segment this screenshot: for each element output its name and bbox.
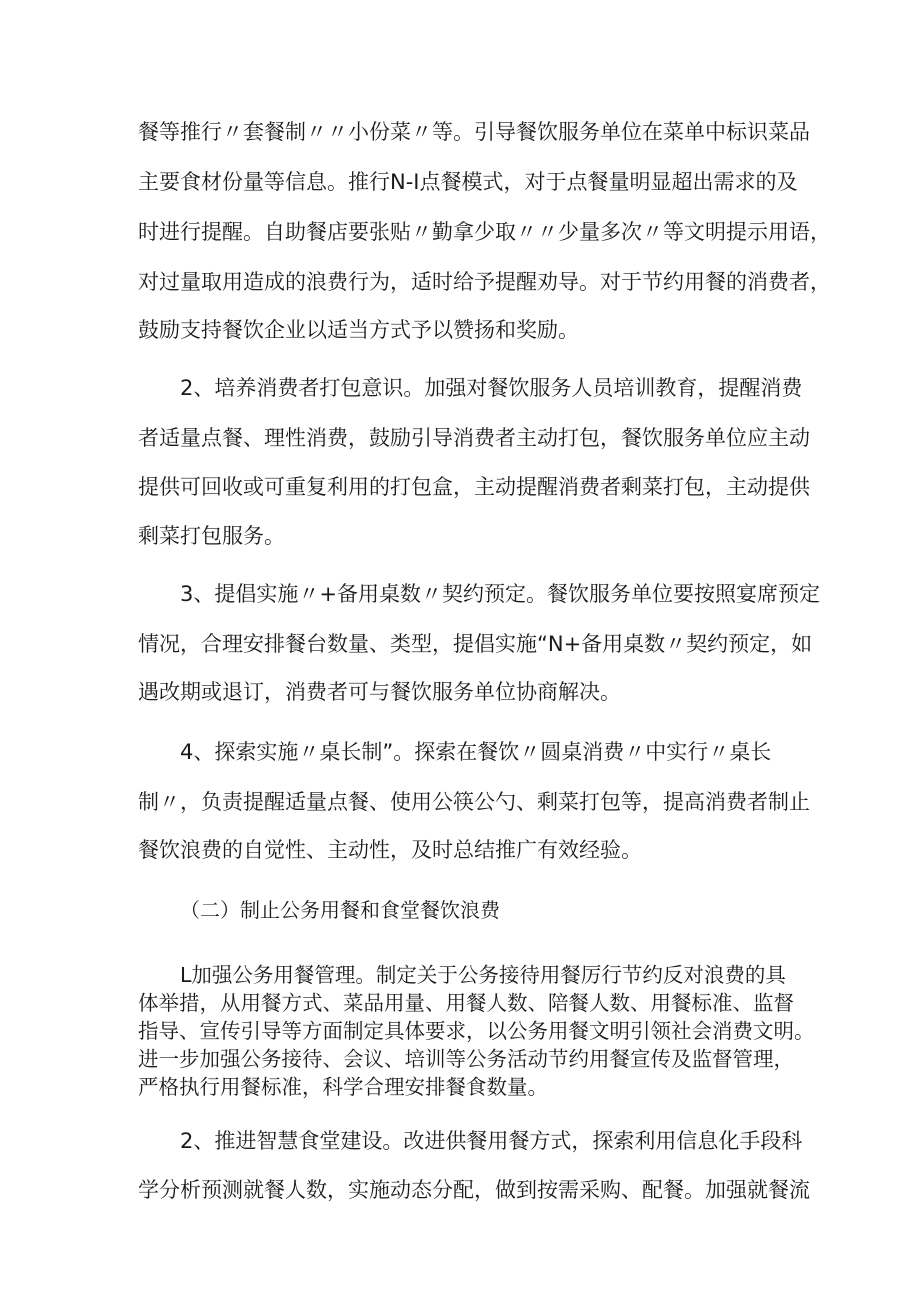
paragraph-line: 进一步加强公务接待、会议、培训等公务活动节约用餐宣传及监督管理， [138, 1047, 794, 1071]
paragraph-line: 指导、宣传引导等方面制定具体要求，以公务用餐文明引领社会消费文明。 [138, 1019, 815, 1043]
paragraph-line: 制〃，负责提醒适量点餐、使用公筷公勺、剩菜打包等，提高消费者制止 [138, 790, 810, 814]
paragraph-line: 3、提倡实施〃+备用桌数〃契约预定。餐饮服务单位要按照宴席预定 [180, 582, 820, 606]
paragraph-line: 严格执行用餐标准，科学合理安排餐食数量。 [138, 1075, 548, 1099]
paragraph-line: 主要食材份量等信息。推行N-I点餐模式，对于点餐量明显超出需求的及 [138, 170, 798, 194]
paragraph-line: 4、探索实施〃桌长制”。探索在餐饮〃圆桌消费〃中实行〃桌长 [180, 740, 772, 764]
paragraph-line: 提供可回收或可重复利用的打包盒，主动提醒消费者剩菜打包，主动提供 [138, 475, 810, 499]
paragraph-line: 餐饮浪费的自觉性、主动性，及时总结推广有效经验。 [138, 838, 642, 862]
paragraph-line: 2、推进智慧食堂建设。改进供餐用餐方式，探索利用信息化手段科 [180, 1129, 803, 1153]
paragraph-line: 餐等推行〃套餐制〃〃小份菜〃等。引导餐饮服务单位在菜单中标识菜品 [138, 120, 810, 144]
paragraph-line: 者适量点餐、理性消费，鼓励引导消费者主动打包，餐饮服务单位应主动 [138, 426, 810, 450]
paragraph-line: 遇改期或退订，消费者可与餐饮服务单位协商解决。 [138, 680, 621, 704]
section-heading: （二）制止公务用餐和食堂餐饮浪费 [180, 898, 500, 922]
paragraph-line: 时进行提醒。自助餐店要张贴〃勤拿少取〃〃少量多次〃等文明提示用语， [138, 220, 831, 244]
paragraph-line: 学分析预测就餐人数，实施动态分配，做到按需采购、配餐。加强就餐流 [138, 1178, 810, 1202]
paragraph-line: 情况，合理安排餐台数量、类型，提倡实施“N+备用桌数〃契约预定，如 [138, 632, 813, 656]
paragraph-line: 体举措，从用餐方式、菜品用量、用餐人数、陪餐人数、用餐标准、监督 [138, 991, 794, 1015]
paragraph-line: 鼓励支持餐饮企业以适当方式予以赞扬和奖励。 [138, 318, 579, 342]
paragraph-line: 2、培养消费者打包意识。加强对餐饮服务人员培训教育，提醒消费 [180, 376, 803, 400]
paragraph-line: 对过量取用造成的浪费行为，适时给予提醒劝导。对于节约用餐的消费者， [138, 270, 831, 294]
paragraph-line: L加强公务用餐管理。制定关于公务接待用餐厉行节约反对浪费的具 [180, 963, 786, 987]
paragraph-line: 剩菜打包服务。 [138, 524, 285, 548]
